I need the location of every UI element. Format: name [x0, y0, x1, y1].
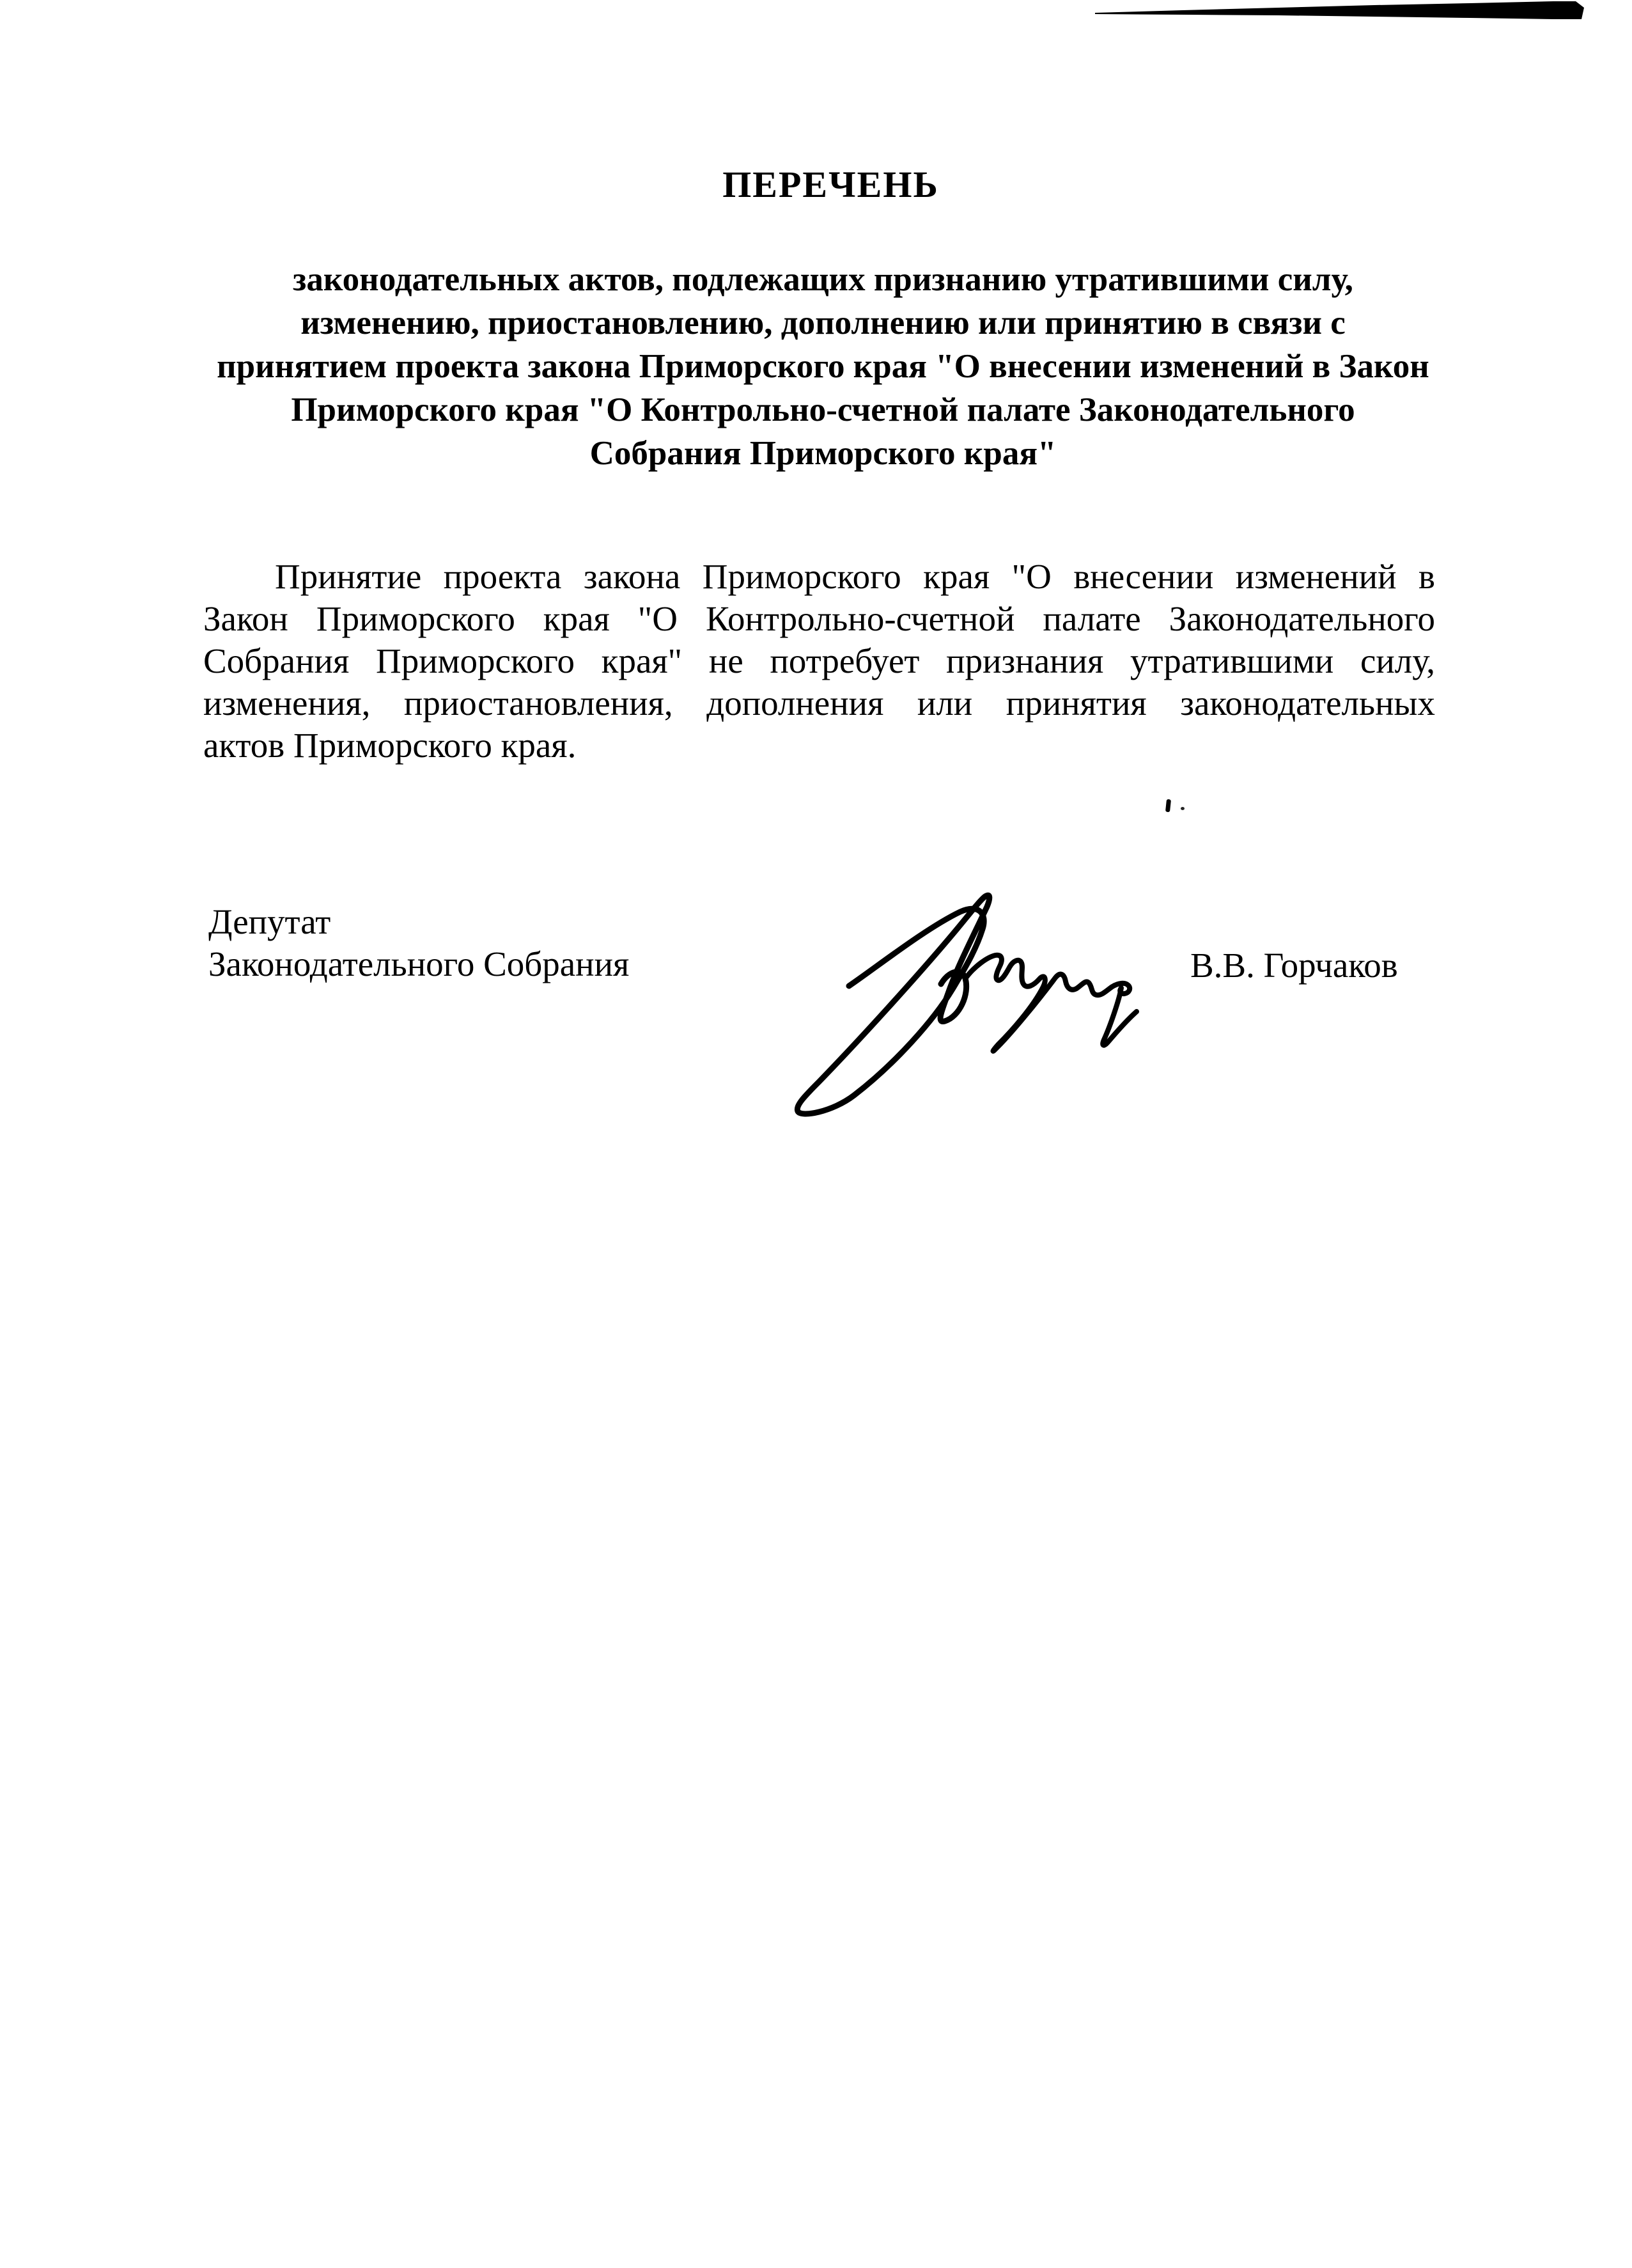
body-line: актов Приморского края.	[203, 726, 577, 765]
subtitle-line: Собрания Приморского края"	[589, 435, 1057, 472]
document-body-paragraph	[203, 556, 1435, 767]
scan-streak-artifact	[0, 0, 1632, 38]
body-line: Закон Приморского края "О Контрольно-счетной палате Законодательного	[203, 599, 1435, 638]
subtitle-line: законодательных актов, подлежащих признанию утратившими силу,	[293, 261, 1353, 298]
body-line: изменения, приостановления, дополнения или принятия законодательных	[203, 684, 1435, 723]
document-subtitle	[211, 258, 1435, 475]
body-line: Собрания Приморского края" не потребует признания утратившими силу,	[203, 641, 1435, 680]
signatory-role-line: Депутат	[208, 902, 331, 941]
subtitle-line: Приморского края "О Контрольно-счетной палате Законодательного	[291, 391, 1355, 428]
ink-speck-tick	[1165, 799, 1171, 813]
signatory-name: В.В. Горчаков	[1190, 946, 1398, 985]
body-line: Принятие проекта закона Приморского края "О внесении изменений в	[275, 557, 1435, 596]
ink-speck-dot	[1181, 807, 1185, 810]
subtitle-line: принятием проекта закона Приморского края "О внесении изменений в Закон	[217, 348, 1429, 385]
document-title: ПЕРЕЧЕНЬ	[722, 164, 939, 205]
signatory-role-block	[208, 901, 629, 985]
signatory-role-line: Законодательного Собрания	[208, 944, 630, 983]
subtitle-line: изменению, приостановлению, дополнению или принятию в связи с	[300, 304, 1346, 341]
handwritten-signature	[780, 879, 1151, 1125]
